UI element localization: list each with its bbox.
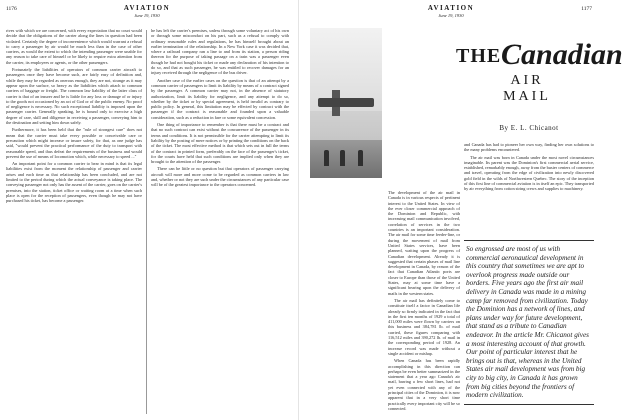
paragraph: The air mail was born in Canada under the most novel circumstances imaginable. Its parent was the Dominion's first commercial aerial service, established, remarkably enough, away from the busier centers of commerce and travel, operating from the edge of civilization into newly discovered gold field in the wilds of Northwestern Quebec. The story of the inception of this first line of commercial aviation is in itself an epic. They transported by air everything from cotton string crews and supplies to machinery. <box>464 154 594 192</box>
column-divider <box>146 30 147 414</box>
paragraph: Another case of the earlier cases on the question is that of an attempt by a common carrier of passengers to limit its liability by means of a contract signed by the passenger. A common carrier may not, in the absence of statutory authorization, limit its liability for negligence, and any attempt to do so, whether by the ticket or by special agreement, is held invalid as contrary to public policy. In general, this limitation may be effected by contract with the passenger if the contract is reasonable and founded upon a valuable consideration, such as a reduction in fare or some equivalent concession. <box>151 77 289 120</box>
article-title-canadian: Canadian <box>501 38 623 71</box>
photo-person <box>324 150 329 166</box>
right-page-header <box>304 3 598 21</box>
photo-airplane-fuselage <box>318 98 374 107</box>
article-title-air-mail: AIR MAIL <box>503 73 551 104</box>
page-gutter <box>298 0 299 420</box>
left-column-2 <box>151 28 289 414</box>
photo-ground <box>310 140 382 178</box>
airplane-photo <box>310 28 382 178</box>
paragraph: The air mail has definitely come to constitute itself a factor in Canadian life already so firmly indicated in the fact that in the first ten months of 1929 a total of 411,000 miles were flown by carriers on this business and 384,781 lb. of mail carried, these figures comparing with 116,512 miles and 390,272 lb. of mail in the corresponding period of 1928. An increase record was made without a single accident or mishap. <box>388 297 460 356</box>
issue-date: June 19, 1930 <box>134 13 160 18</box>
magazine-title: AVIATION <box>123 4 171 12</box>
pull-quote-box <box>464 240 594 405</box>
paragraph: rives with which we are concerned, with every expectation that no court would decide that the obligations of the carrier along the lines in question had been violated. Certainly the degree of inconvenience which would warrant a refusal to carry a passenger by air would be much less than in the case of other carriers, as would the extent to which the intending passenger were unable for any reason to take care of himself or be likely to require extra attention from the carrier, its employees or agents, or the other passengers. <box>6 28 142 65</box>
left-page <box>0 0 294 420</box>
paragraph: One thing of importance to remember is that there must be a contract and that no such contract can exist without the concurrence of the passenger in its terms and conditions. It is not permissible for the carrier attempting to limit its liability by the posting of mere notices or by printing the conditions on the back of the ticket. The most effective method is that which sets out in full the terms of the contract in printed form, preferably on the face of the passenger's ticket, for the courts have held that such conditions are implied only when they are brought to the attention of the passenger. <box>151 122 289 165</box>
paragraph: There can be little or no question but that operators of passenger carrying aircraft will more and more come to be regarded as common carriers in law and, whether or not they are such under the circumstances of any particular case will be of the greatest importance to the operators concerned. <box>151 166 289 188</box>
pull-quote-text: So engrossed are most of us with commercial aeronautical development in this country that sometimes we are apt to overlook progress made outside our borders. Five years ago the first air mail delivery in Canada was made in a mining camp far removed from civilization. Today the Dominion has a network of lines, and plans under way for future development, that stand as a tribute to Canadian endeavor. In the article Mr. Chicanot gives a most interesting account of that growth. Our point of particular interest that he brings out is that, whereas in the United States air mail development was from big city to big city, in Canada it has grown from big cities beyond the frontiers of modern civilization. <box>466 245 589 400</box>
paragraph: An important point for a common carrier to bear in mind is that its legal liabilities exist from the moment the relationship of passenger and carrier arises and each time as that relationship has been concluded, and are not limited to the period during which the actual conveyance is taking place. The conveying passenger not only has the assent of the carrier, goes on the carrier's premises, into the station, ticket office or waiting room at a time when such place is open for the reception of passengers, even though he may not have purchased his ticket, has become a passenger. <box>6 161 142 204</box>
paragraph: Furthermore, it has been held that the "rule of strongest care" does not mean that the carrier must take every possible or conceivable care or precaution which might increase or insure safety, for that, as one judge has said, "would prevent the practical performance of the duty to transport with reasonable speed, and thus defeat the requirements of the business and would prevent the use of means of locomotion which, while necessary to speed ..." <box>6 127 142 159</box>
magazine-title: AVIATION <box>427 4 475 12</box>
byline: By E. L. Chicanot <box>499 124 559 132</box>
right-page <box>304 0 623 420</box>
page-number: 1176 <box>6 6 17 12</box>
right-column-2 <box>464 142 594 236</box>
paragraph: he has left the carrier's premises, unless through some voluntary act of his own or through some misconduct on his part, such as a refusal to comply with ordinary reasonable rules and regulations, he has himself brought about an earlier termination of the relationship. In a New York case it was decided that, where a railroad company ran a line to and from its station, a person riding thereon for the purpose of taking passage on a train was a passenger even though he had not bought his ticket or made any declaration of his intention to do so, and that as such passenger, he was entitled to recover damages for an injury received through the negligence of the bus driver. <box>151 28 289 76</box>
paragraph: When Canada has been rapidly accomplishing in this direction can perhaps be even better summarized in the statement that a year ago Canada's air mail, barring a few short lines, had not yet even connected with any of the principal cities of the Dominion, it is now apparent that in a very short time practically every important city will be so connected. <box>388 358 460 411</box>
paragraph: and Canada has had to pioneer her own way, finding her own solutions to the many problems encountered. <box>464 142 594 153</box>
photo-person <box>340 150 345 166</box>
photo-person <box>358 150 363 166</box>
right-column-1 <box>388 190 460 414</box>
page-number: 1177 <box>581 6 592 12</box>
left-column-1 <box>6 28 142 414</box>
paragraph: The development of the air mail in Canada is in various respects of pertinent interest to the United States. In view of the ever closer commercial approach of the Dominion and Republic, with increasing mail communication involved, correlation of services in the two countries is an important consideration. The air mail for some time feeder-line, or during the movement of mail from United States services, have been planned, waiting upon the progress of Canadian development. Already it is suggested that certain phases of mail line development in Canada, by reason of the fact that Canadian Atlantic ports are closer to Europe than those of the United States, may at some time have a significant bearing upon the delivery of mails in the western states. <box>388 190 460 296</box>
article-title-the: THE <box>456 45 502 67</box>
left-page-header <box>0 3 294 21</box>
paragraph: Fortunately the liabilities of operators of common carrier aircraft to passengers once they have become such, are fairly easy of definition and, while they may be regarded as onerous enough, they are not, strange as it may appear upon the surface, so heavy as the liabilities which attach to common carriers of baggage or freight. The common law liability of the latter class of carrier is that of an insurer and he is liable for any loss or damage of or injury to the goods not occasioned by an act of God or of the public enemy. No proof of negligence is necessary. No such exceptional liability is imposed upon the passenger carrier. Generally speaking, he is bound only to exercise a high degree of care, skill and diligence in receiving a passenger, conveying him to the destination and setting him down safely. <box>6 67 142 126</box>
issue-date: June 19, 1930 <box>438 13 464 18</box>
